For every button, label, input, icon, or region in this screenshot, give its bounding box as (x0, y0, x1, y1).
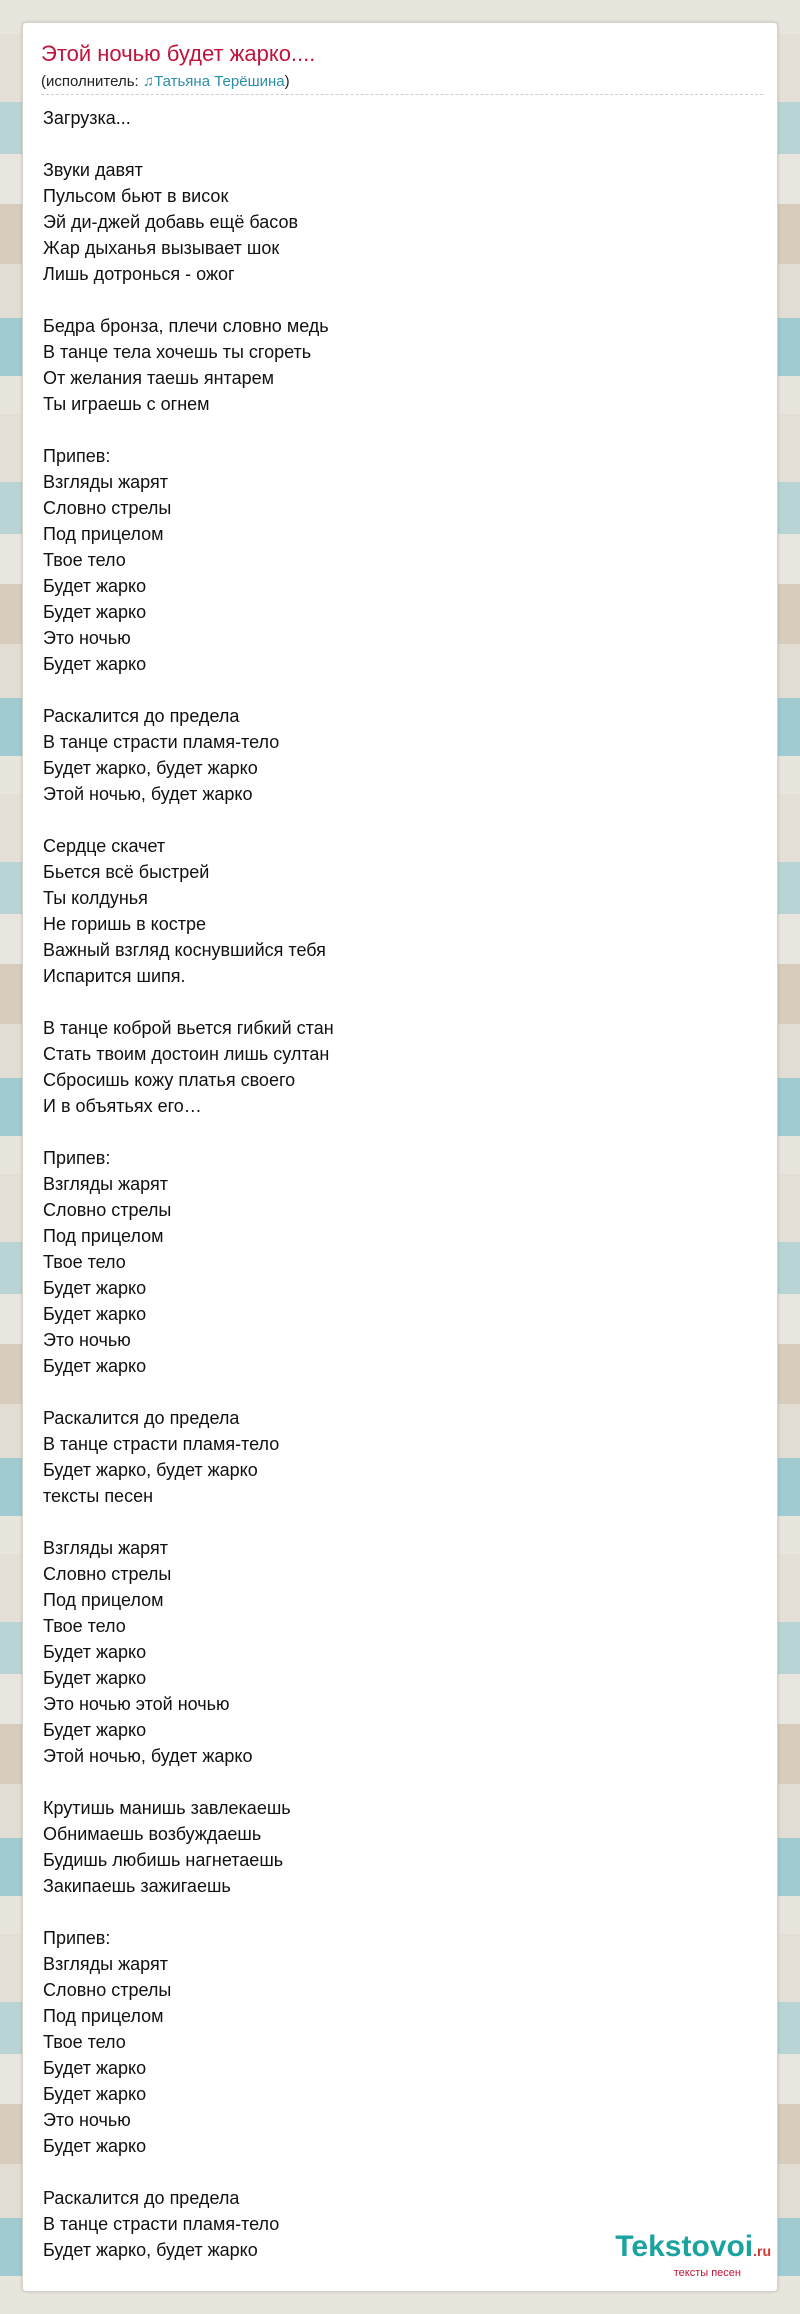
logo-tld: .ru (753, 2243, 771, 2259)
lyric-line: Эй ди-джей добавь ещё басов (43, 212, 299, 232)
lyrics-card (22, 22, 778, 2292)
title-divider (41, 94, 763, 95)
stanza-gap (43, 677, 743, 703)
lyric-line: Твое тело (43, 550, 126, 570)
lyric-line: Твое тело (43, 1252, 126, 1272)
lyric-line: Припев: (43, 446, 111, 466)
lyric-line: Этой ночью, будет жарко (43, 1746, 253, 1766)
lyric-line: Будет жарко, будет жарко (43, 1460, 258, 1480)
lyric-line: Взгляды жарят (43, 472, 168, 492)
lyric-line: В танце тела хочешь ты сгореть (43, 342, 312, 362)
lyric-line: Взгляды жарят (43, 1954, 168, 1974)
logo-wordmark (615, 2231, 771, 2267)
logo-name: Tekstovoi (615, 2230, 754, 2263)
lyric-line: Будет жарко, будет жарко (43, 758, 258, 778)
lyric-line: Раскалится до предела (43, 706, 240, 726)
stanza-gap (43, 1769, 743, 1795)
lyric-line: Будет жарко (43, 654, 147, 674)
lyric-line: Под прицелом (43, 1226, 164, 1246)
artist-line (41, 73, 290, 91)
lyric-line: Жар дыханья вызывает шок (43, 238, 280, 258)
lyric-line: Припев: (43, 1928, 111, 1948)
lyric-line: Словно стрелы (43, 1980, 172, 2000)
lyric-line: Звуки давят (43, 160, 143, 180)
lyric-line: Словно стрелы (43, 498, 172, 518)
lyric-line: Закипаешь зажигаешь (43, 1876, 231, 1896)
lyric-line: Крутишь манишь завлекаешь (43, 1798, 291, 1818)
stanza-gap (43, 417, 743, 443)
stanza-gap (43, 131, 743, 157)
lyric-line: Взгляды жарят (43, 1538, 168, 1558)
lyric-line: Под прицелом (43, 1590, 164, 1610)
lyric-line: Твое тело (43, 2032, 126, 2052)
lyric-line: В танце коброй вьется гибкий стан (43, 1018, 334, 1038)
stanza-gap (43, 1899, 743, 1925)
lyric-line: Бьется всё быстрей (43, 862, 210, 882)
lyric-line: Будишь любишь нагнетаешь (43, 1850, 284, 1870)
lyric-line: И в объятьях его… (43, 1096, 202, 1116)
lyric-line: Не горишь в костре (43, 914, 206, 934)
stanza-gap (43, 287, 743, 313)
lyric-line: Будет жарко (43, 1668, 147, 1688)
lyric-line: В танце страсти пламя-тело (43, 732, 280, 752)
lyric-line: Будет жарко (43, 1278, 147, 1298)
artist-prefix: (исполнитель: (41, 73, 143, 90)
lyric-line: Будет жарко (43, 2084, 147, 2104)
lyric-line: Обнимаешь возбуждаешь (43, 1824, 262, 1844)
stanza-gap (43, 989, 743, 1015)
lyric-line: Будет жарко, будет жарко (43, 2240, 258, 2260)
lyric-line: Испарится шипя. (43, 966, 186, 986)
stanza-gap (43, 1379, 743, 1405)
lyric-line: Раскалится до предела (43, 1408, 240, 1428)
lyric-line: Бедра бронза, плечи словно медь (43, 316, 329, 336)
lyric-line: Это ночью этой ночью (43, 1694, 230, 1714)
lyric-line: Это ночью (43, 628, 131, 648)
lyric-line: Будет жарко (43, 2058, 147, 2078)
lyric-line: Будет жарко (43, 1642, 147, 1662)
lyric-line: Будет жарко (43, 602, 147, 622)
lyric-line: Под прицелом (43, 524, 164, 544)
stanza-gap (43, 1509, 743, 1535)
lyric-line: Это ночью (43, 2110, 131, 2130)
lyric-line: Ты колдунья (43, 888, 148, 908)
artist-link[interactable]: ♫Татьяна Терёшина (142, 73, 285, 90)
lyric-line: Этой ночью, будет жарко (43, 784, 253, 804)
site-logo[interactable] (615, 2231, 771, 2279)
lyric-line: Сердце скачет (43, 836, 166, 856)
lyric-line: Твое тело (43, 1616, 126, 1636)
lyric-line: От желания таешь янтарем (43, 368, 274, 388)
lyric-line: Сбросишь кожу платья своего (43, 1070, 296, 1090)
lyric-line: В танце страсти пламя-тело (43, 2214, 280, 2234)
lyric-line: Раскалится до предела (43, 2188, 240, 2208)
lyric-line: Будет жарко (43, 2136, 147, 2156)
song-title: Этой ночью будет жарко.... (41, 41, 316, 66)
lyric-line: Загрузка... (43, 108, 131, 128)
lyric-line: Пульсом бьют в висок (43, 186, 229, 206)
stanza-gap (43, 807, 743, 833)
lyric-line: Стать твоим достоин лишь султан (43, 1044, 330, 1064)
lyric-line: Словно стрелы (43, 1564, 172, 1584)
stanza-gap (43, 1119, 743, 1145)
logo-tagline: тексты песен (673, 2267, 741, 2279)
lyric-line: Будет жарко (43, 1356, 147, 1376)
stanza-gap (43, 2159, 743, 2185)
lyrics-body (43, 105, 743, 2263)
lyric-line: Будет жарко (43, 576, 147, 596)
lyric-line: В танце страсти пламя-тело (43, 1434, 280, 1454)
lyric-line: Будет жарко (43, 1304, 147, 1324)
lyric-line: Это ночью (43, 1330, 131, 1350)
lyric-line: Под прицелом (43, 2006, 164, 2026)
lyric-line: Лишь дотронься - ожог (43, 264, 235, 284)
lyric-line: Ты играешь с огнем (43, 394, 210, 414)
lyric-line: Взгляды жарят (43, 1174, 168, 1194)
lyric-line: Важный взгляд коснувшийся тебя (43, 940, 326, 960)
lyric-line: Будет жарко (43, 1720, 147, 1740)
lyric-line: Словно стрелы (43, 1200, 172, 1220)
lyric-line: Припев: (43, 1148, 111, 1168)
artist-suffix: ) (284, 73, 290, 90)
lyric-line: тексты песен (43, 1486, 154, 1506)
